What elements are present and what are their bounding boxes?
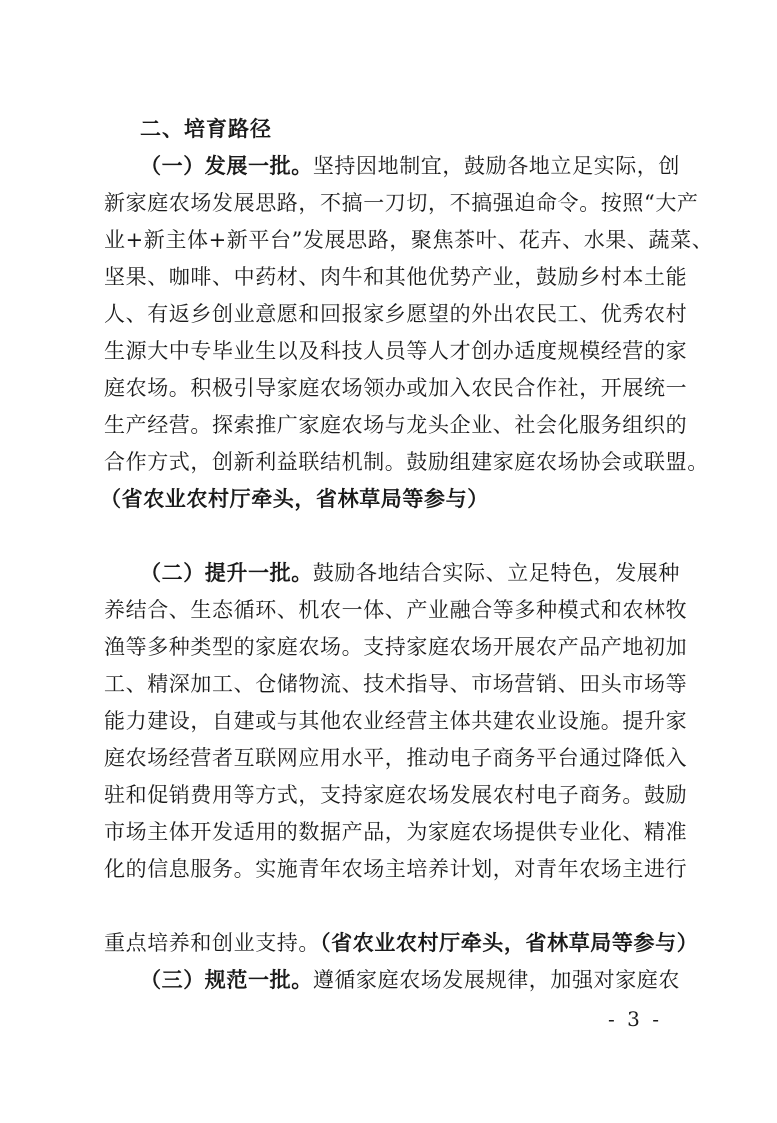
paragraph-2-line-3: 渔等多种类型的家庭农场。支持家庭农场开展农产品产地初加 (104, 635, 688, 659)
page-number: - 3 - (608, 1007, 662, 1031)
paragraph-3-line-1: （三）规范一批。遵循家庭农场发展规律，加强对家庭农 (140, 968, 681, 992)
section-heading: 二、培育路径 (140, 117, 272, 141)
paragraph-2-line-8: 市场主体开发适用的数据产品，为家庭农场提供专业化、精准 (104, 820, 688, 844)
paragraph-1-line-4: 坚果、咖啡、中药材、肉牛和其他优势产业，鼓励乡村本土能 (104, 265, 688, 289)
paragraph-2-label: （二）提升一批。 (140, 561, 313, 585)
paragraph-1-label: （一）发展一批。 (140, 154, 313, 178)
paragraph-2-line-6: 庭农场经营者互联网应用水平，推动电子商务平台通过降低入 (104, 746, 688, 770)
paragraph-2-line-1: （二）提升一批。鼓励各地结合实际、立足特色，发展种 (140, 561, 681, 585)
paragraph-2-line-10: 重点培养和创业支持。（省农业农村厅牵头，省林草局等参与） (104, 931, 699, 955)
paragraph-2-line-4: 工、精深加工、仓储物流、技术指导、市场营销、田头市场等 (104, 672, 688, 696)
paragraph-2-line-2: 养结合、生态循环、机农一体、产业融合等多种模式和农林牧 (104, 598, 688, 622)
paragraph-3-label: （三）规范一批。 (140, 968, 313, 992)
paragraph-1-line-2: 新家庭农场发展思路，不搞一刀切，不搞强迫命令。按照“大产 (104, 191, 699, 215)
paragraph-1-lead-unit: （省农业农村厅牵头，省林草局等参与） (100, 487, 489, 511)
paragraph-2-line-9: 化的信息服务。实施青年农场主培养计划，对青年农场主进行 (104, 857, 688, 881)
paragraph-1-line-3: 业+新主体+新平台”发展思路，聚焦茶叶、花卉、水果、蔬菜、 (104, 228, 714, 252)
paragraph-1-line-7: 庭农场。积极引导家庭农场领办或加入农民合作社，开展统一 (104, 376, 688, 400)
paragraph-1-line-9: 合作方式，创新利益联结机制。鼓励组建家庭农场协会或联盟。 (104, 450, 709, 474)
paragraph-2-lead-unit: （省农业农村厅牵头，省林草局等参与） (320, 931, 699, 955)
paragraph-1-line-6: 生源大中专毕业生以及科技人员等人才创办适度规模经营的家 (104, 339, 688, 363)
paragraph-1-line-8: 生产经营。探索推广家庭农场与龙头企业、社会化服务组织的 (104, 413, 688, 437)
paragraph-1-line-1: （一）发展一批。坚持因地制宜，鼓励各地立足实际，创 (140, 154, 681, 178)
paragraph-2-line-5: 能力建设，自建或与其他农业经营主体共建农业设施。提升家 (104, 709, 688, 733)
paragraph-1-line-5: 人、有返乡创业意愿和回报家乡愿望的外出农民工、优秀农村 (104, 302, 688, 326)
paragraph-2-line-7: 驻和促销费用等方式，支持家庭农场发展农村电子商务。鼓励 (104, 783, 688, 807)
